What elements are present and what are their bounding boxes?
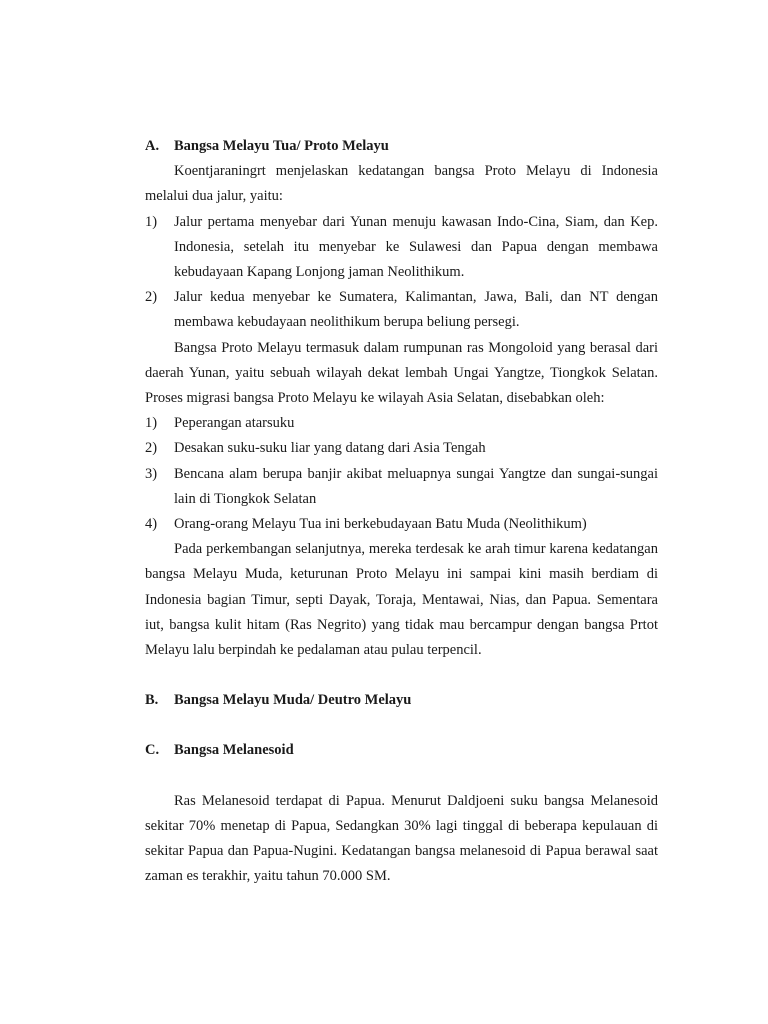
list-item-number: 4)	[145, 516, 158, 533]
list-item-text: Jalur kedua menyebar ke Sumatera, Kalimantan, Jawa, Bali, dan NT dengan membawa kebudayaan neolithikum berupa beliung persegi.	[174, 289, 658, 331]
list-item-number: 2)	[145, 289, 158, 306]
list-item-text: Jalur pertama menyebar dari Yunan menuju kawasan Indo-Cina, Siam, dan Kep. Indonesia, setelah itu menyebar ke Sulawesi dan Papua dengan membawa kebudayaan Kapang Lonjong jaman Neolithikum.	[174, 213, 658, 281]
section-a-development: Pada perkembangan selanjutnya, mereka terdesak ke arah timur karena kedatangan bangsa Melayu Muda, keturunan Proto Melayu ini sampai kini masih berdiam di Indonesia bagian Timur, septi Dayak, Toraja, Mentawai, Nias, dan Papua. Sementara iut, bangsa kulit hitam (Ras Negrito) yang tidak mau bercampur dengan bangsa Prtot Melayu lalu berpindah ke pedalaman atau pulau terpencil.	[145, 541, 658, 659]
list-item-text: Peperangan atarsuku	[174, 415, 295, 432]
list-item	[145, 285, 658, 335]
section-c-body: Ras Melanesoid terdapat di Papua. Menurut Daldjoeni suku bangsa Melanesoid sekitar 70% menetap di Papua, Sedangkan 30% lagi tinggal di beberapa kepulauan di sekitar Papua dan Papua-Nugini. Kedatangan bangsa melanesoid di Papua berawal saat zaman es terakhir, yaitu tahun 70.000 SM.	[145, 792, 658, 885]
causes-list	[145, 411, 658, 537]
list-item-number: 1)	[145, 415, 158, 432]
spacer	[145, 713, 658, 738]
list-item	[145, 210, 658, 286]
list-item-text: Bencana alam berupa banjir akibat meluapnya sungai Yangtze dan sungai-sungai lain di Tiongkok Selatan	[174, 465, 658, 507]
section-c-marker: C.	[145, 742, 160, 759]
list-item-number: 3)	[145, 465, 158, 482]
list-item	[145, 462, 658, 512]
list-item	[145, 512, 658, 537]
list-item-number: 1)	[145, 213, 158, 230]
section-a-origin: Bangsa Proto Melayu termasuk dalam rumpunan ras Mongoloid yang berasal dari daerah Yunan, yaitu sebuah wilayah dekat lembah Ungai Yangtze, Tiongkok Selatan. Proses migrasi bangsa Proto Melayu ke wilayah Asia Selatan, disebabkan oleh:	[145, 339, 658, 407]
list-item	[145, 411, 658, 436]
section-c-title: Bangsa Melanesoid	[174, 742, 294, 759]
list-item-text: Orang-orang Melayu Tua ini berkebudayaan Batu Muda (Neolithikum)	[174, 516, 587, 533]
page-content	[145, 134, 658, 889]
routes-list	[145, 210, 658, 336]
section-b-title: Bangsa Melayu Muda/ Deutro Melayu	[174, 692, 412, 709]
list-item-number: 2)	[145, 440, 158, 457]
section-c-heading	[145, 738, 658, 763]
spacer	[145, 764, 658, 789]
section-a-title: Bangsa Melayu Tua/ Proto Melayu	[174, 138, 389, 154]
section-a-intro: Koentjaraningrt menjelaskan kedatangan bangsa Proto Melayu di Indonesia melalui dua jalur, yaitu:	[145, 163, 658, 205]
section-b-marker: B.	[145, 692, 159, 709]
section-a-marker: A.	[145, 138, 160, 154]
list-item-text: Desakan suku-suku liar yang datang dari Asia Tengah	[174, 440, 486, 457]
list-item	[145, 436, 658, 461]
section-a-heading	[145, 134, 658, 159]
spacer	[145, 663, 658, 688]
section-b-heading	[145, 688, 658, 713]
